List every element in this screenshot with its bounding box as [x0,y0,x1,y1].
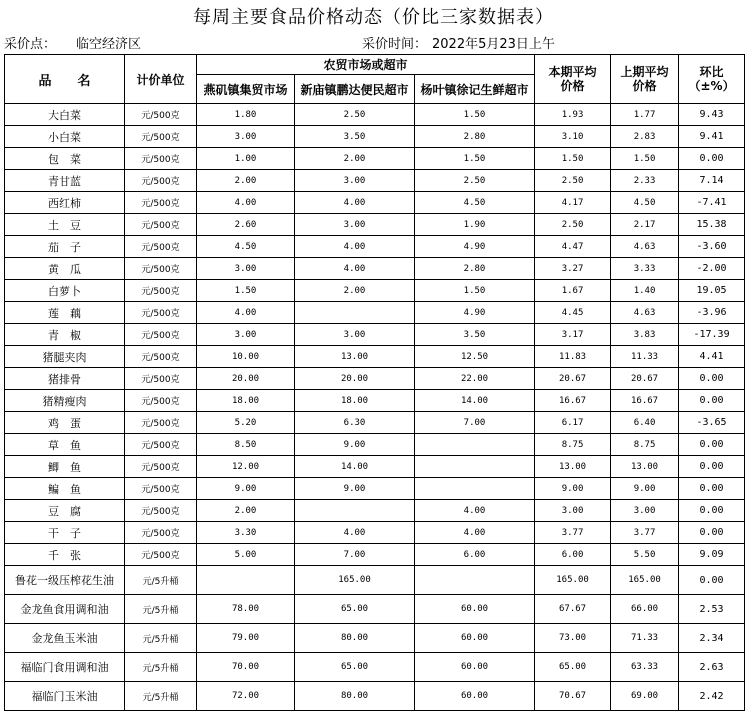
cell-market-2: 4.00 [295,192,415,214]
cell-unit: 元/500克 [125,368,197,390]
cell-unit: 元/500克 [125,280,197,302]
cell-ratio: 7.14 [679,170,745,192]
cell-ratio: 0.00 [679,434,745,456]
cell-previous-avg: 1.77 [611,104,679,126]
cell-name: 青甘蓝 [5,170,125,192]
cell-current-avg: 1.93 [535,104,611,126]
cell-current-avg: 73.00 [535,624,611,653]
cell-name: 福临门食用调和油 [5,653,125,682]
cell-ratio: -3.60 [679,236,745,258]
cell-market-1: 78.00 [197,595,295,624]
cell-unit: 元/5升桶 [125,566,197,595]
header-row [5,55,745,75]
cell-market-3: 60.00 [415,624,535,653]
cell-name: 大白菜 [5,104,125,126]
cell-current-avg: 9.00 [535,478,611,500]
cell-unit: 元/500克 [125,302,197,324]
cell-market-2 [295,500,415,522]
cell-previous-avg: 2.83 [611,126,679,148]
cell-ratio: -2.00 [679,258,745,280]
cell-previous-avg: 63.33 [611,653,679,682]
cell-ratio: -17.39 [679,324,745,346]
cell-current-avg: 11.83 [535,346,611,368]
cell-ratio: 4.41 [679,346,745,368]
header-name: 品 名 [5,55,125,104]
table-row [5,192,745,214]
cell-current-avg: 165.00 [535,566,611,595]
cell-unit: 元/500克 [125,500,197,522]
header-market-group: 农贸市场或超市 [197,55,535,75]
cell-unit: 元/5升桶 [125,682,197,711]
cell-name: 鲁花一级压榨花生油 [5,566,125,595]
table-row [5,434,745,456]
cell-market-1: 5.20 [197,412,295,434]
cell-current-avg: 67.67 [535,595,611,624]
cell-market-1: 4.50 [197,236,295,258]
cell-market-3: 4.90 [415,236,535,258]
cell-market-1: 2.60 [197,214,295,236]
cell-market-3 [415,434,535,456]
cell-unit: 元/5升桶 [125,624,197,653]
cell-ratio: -7.41 [679,192,745,214]
cell-previous-avg: 3.77 [611,522,679,544]
cell-market-2: 65.00 [295,595,415,624]
cell-market-3: 2.50 [415,170,535,192]
cell-current-avg: 3.27 [535,258,611,280]
cell-name: 豆 腐 [5,500,125,522]
cell-market-1: 5.00 [197,544,295,566]
cell-market-3: 4.00 [415,500,535,522]
cell-unit: 元/500克 [125,214,197,236]
cell-name: 青 椒 [5,324,125,346]
cell-market-2: 3.50 [295,126,415,148]
cell-current-avg: 8.75 [535,434,611,456]
cell-market-1: 2.00 [197,500,295,522]
cell-previous-avg: 11.33 [611,346,679,368]
cell-market-2: 2.00 [295,280,415,302]
cell-current-avg: 65.00 [535,653,611,682]
cell-market-2 [295,302,415,324]
cell-market-1: 9.00 [197,478,295,500]
cell-market-1: 3.30 [197,522,295,544]
table-row [5,346,745,368]
cell-previous-avg: 69.00 [611,682,679,711]
cell-market-2: 165.00 [295,566,415,595]
cell-market-2: 14.00 [295,456,415,478]
cell-unit: 元/500克 [125,390,197,412]
cell-market-2: 18.00 [295,390,415,412]
table-row [5,324,745,346]
cell-market-2: 3.00 [295,170,415,192]
cell-previous-avg: 2.17 [611,214,679,236]
cell-market-3: 1.50 [415,104,535,126]
cell-previous-avg: 8.75 [611,434,679,456]
cell-name: 西红柿 [5,192,125,214]
cell-market-3: 4.50 [415,192,535,214]
cell-previous-avg: 165.00 [611,566,679,595]
cell-previous-avg: 1.40 [611,280,679,302]
cell-market-2: 4.00 [295,236,415,258]
cell-market-1 [197,566,295,595]
cell-current-avg: 2.50 [535,170,611,192]
table-row [5,500,745,522]
cell-market-2: 4.00 [295,522,415,544]
table-row [5,368,745,390]
cell-ratio: 2.53 [679,595,745,624]
cell-previous-avg: 2.33 [611,170,679,192]
table-row [5,170,745,192]
cell-ratio: 9.09 [679,544,745,566]
cell-unit: 元/500克 [125,412,197,434]
table-row [5,478,745,500]
cell-market-1: 70.00 [197,653,295,682]
cell-market-1: 10.00 [197,346,295,368]
cell-market-2: 2.50 [295,104,415,126]
cell-previous-avg: 6.40 [611,412,679,434]
cell-market-3 [415,456,535,478]
cell-market-1: 1.80 [197,104,295,126]
cell-previous-avg: 20.67 [611,368,679,390]
cell-market-1: 72.00 [197,682,295,711]
table-row [5,258,745,280]
cell-unit: 元/500克 [125,346,197,368]
time-label: 采价时间： [362,37,428,52]
cell-market-3: 3.50 [415,324,535,346]
cell-current-avg: 4.47 [535,236,611,258]
table-row [5,595,745,624]
cell-ratio: 15.38 [679,214,745,236]
cell-market-3: 60.00 [415,653,535,682]
cell-market-1: 8.50 [197,434,295,456]
cell-current-avg: 3.77 [535,522,611,544]
cell-name: 小白菜 [5,126,125,148]
cell-current-avg: 3.00 [535,500,611,522]
cell-unit: 元/500克 [125,478,197,500]
cell-market-2: 80.00 [295,624,415,653]
cell-market-1: 79.00 [197,624,295,653]
cell-unit: 元/500克 [125,126,197,148]
table-row [5,390,745,412]
cell-current-avg: 1.67 [535,280,611,302]
cell-current-avg: 3.10 [535,126,611,148]
cell-ratio: 2.42 [679,682,745,711]
cell-market-3: 7.00 [415,412,535,434]
header-market-2: 新庙镇鹏达便民超市 [295,75,415,104]
cell-ratio: -3.65 [679,412,745,434]
cell-previous-avg: 16.67 [611,390,679,412]
cell-market-3: 12.50 [415,346,535,368]
cell-market-3 [415,478,535,500]
cell-previous-avg: 66.00 [611,595,679,624]
table-row [5,682,745,711]
cell-current-avg: 13.00 [535,456,611,478]
cell-name: 茄 子 [5,236,125,258]
page-title: 每周主要食品价格动态（价比三家数据表） [193,7,554,28]
cell-previous-avg: 4.63 [611,236,679,258]
cell-unit: 元/500克 [125,170,197,192]
cell-name: 金龙鱼玉米油 [5,624,125,653]
table-row [5,522,745,544]
table-row [5,148,745,170]
header-unit: 计价单位 [125,55,197,104]
cell-market-1: 2.00 [197,170,295,192]
cell-market-2: 80.00 [295,682,415,711]
cell-name: 包 菜 [5,148,125,170]
cell-ratio: 2.63 [679,653,745,682]
cell-previous-avg: 3.33 [611,258,679,280]
cell-current-avg: 70.67 [535,682,611,711]
cell-market-1: 12.00 [197,456,295,478]
cell-ratio: 0.00 [679,148,745,170]
cell-name: 黄 瓜 [5,258,125,280]
table-row [5,280,745,302]
cell-name: 金龙鱼食用调和油 [5,595,125,624]
cell-ratio: 0.00 [679,390,745,412]
table-row [5,214,745,236]
cell-market-2: 13.00 [295,346,415,368]
table-row [5,236,745,258]
cell-ratio: 0.00 [679,566,745,595]
cell-market-2: 3.00 [295,324,415,346]
cell-name: 千 张 [5,544,125,566]
cell-unit: 元/500克 [125,324,197,346]
table-row [5,566,745,595]
cell-name: 草 鱼 [5,434,125,456]
cell-market-1: 3.00 [197,324,295,346]
cell-name: 猪精瘦肉 [5,390,125,412]
cell-market-2: 7.00 [295,544,415,566]
cell-market-1: 1.50 [197,280,295,302]
cell-market-2: 9.00 [295,434,415,456]
header-ratio-line2: （±%） [688,79,735,93]
cell-name: 鳊 鱼 [5,478,125,500]
cell-unit: 元/500克 [125,544,197,566]
cell-market-1: 1.00 [197,148,295,170]
time-value: 2022年5月23日上午 [432,37,555,52]
cell-market-3: 14.00 [415,390,535,412]
cell-ratio: 0.00 [679,456,745,478]
cell-market-2: 20.00 [295,368,415,390]
table-row [5,544,745,566]
cell-name: 猪排骨 [5,368,125,390]
cell-market-3: 60.00 [415,595,535,624]
location-label: 采价点： [4,37,57,52]
cell-market-2: 2.00 [295,148,415,170]
cell-unit: 元/500克 [125,434,197,456]
header-current-avg-line2: 价格 [560,79,585,93]
cell-previous-avg: 9.00 [611,478,679,500]
header-previous-avg [611,55,679,104]
table-row [5,456,745,478]
cell-ratio: 9.43 [679,104,745,126]
table-row [5,412,745,434]
cell-market-1: 18.00 [197,390,295,412]
header-previous-avg-line2: 价格 [632,79,657,93]
cell-ratio: 0.00 [679,478,745,500]
cell-current-avg: 3.17 [535,324,611,346]
cell-unit: 元/500克 [125,456,197,478]
header-ratio [679,55,745,104]
cell-market-3: 1.50 [415,280,535,302]
cell-unit: 元/500克 [125,192,197,214]
table-row [5,126,745,148]
cell-market-1: 3.00 [197,126,295,148]
location-value: 临空经济区 [76,37,142,52]
cell-name: 干 子 [5,522,125,544]
cell-name: 莲 藕 [5,302,125,324]
cell-current-avg: 4.45 [535,302,611,324]
cell-ratio: -3.96 [679,302,745,324]
cell-name: 福临门玉米油 [5,682,125,711]
header-market-1: 燕矶镇集贸市场 [197,75,295,104]
header-previous-avg-line1: 上期平均 [620,65,669,79]
cell-market-3: 22.00 [415,368,535,390]
cell-market-3: 6.00 [415,544,535,566]
cell-market-1: 20.00 [197,368,295,390]
cell-name: 猪腿夹肉 [5,346,125,368]
cell-unit: 元/500克 [125,236,197,258]
cell-previous-avg: 1.50 [611,148,679,170]
cell-previous-avg: 3.83 [611,324,679,346]
cell-current-avg: 20.67 [535,368,611,390]
cell-market-1: 4.00 [197,302,295,324]
cell-unit: 元/500克 [125,258,197,280]
cell-unit: 元/500克 [125,148,197,170]
cell-current-avg: 6.00 [535,544,611,566]
header-current-avg [535,55,611,104]
cell-ratio: 0.00 [679,368,745,390]
cell-market-3: 60.00 [415,682,535,711]
cell-current-avg: 1.50 [535,148,611,170]
cell-market-3: 2.80 [415,126,535,148]
cell-market-3: 4.90 [415,302,535,324]
cell-market-1: 4.00 [197,192,295,214]
cell-market-2: 3.00 [295,214,415,236]
cell-market-2: 6.30 [295,412,415,434]
cell-unit: 元/5升桶 [125,595,197,624]
cell-name: 白萝卜 [5,280,125,302]
cell-current-avg: 16.67 [535,390,611,412]
cell-market-3: 1.50 [415,148,535,170]
cell-ratio: 0.00 [679,522,745,544]
cell-name: 土 豆 [5,214,125,236]
cell-ratio: 2.34 [679,624,745,653]
cell-market-3 [415,566,535,595]
cell-ratio: 0.00 [679,500,745,522]
cell-market-2: 9.00 [295,478,415,500]
cell-previous-avg: 13.00 [611,456,679,478]
cell-market-3: 2.80 [415,258,535,280]
header-market-3: 杨叶镇徐记生鲜超市 [415,75,535,104]
cell-market-2: 65.00 [295,653,415,682]
cell-market-1: 3.00 [197,258,295,280]
cell-previous-avg: 71.33 [611,624,679,653]
cell-ratio: 9.41 [679,126,745,148]
cell-name: 鸡 蛋 [5,412,125,434]
price-table [4,54,745,711]
cell-current-avg: 2.50 [535,214,611,236]
cell-market-3: 4.00 [415,522,535,544]
cell-previous-avg: 5.50 [611,544,679,566]
cell-market-2: 4.00 [295,258,415,280]
cell-market-3: 1.90 [415,214,535,236]
table-row [5,624,745,653]
table-row [5,653,745,682]
cell-previous-avg: 4.50 [611,192,679,214]
table-row [5,104,745,126]
cell-name: 鲫 鱼 [5,456,125,478]
cell-previous-avg: 4.63 [611,302,679,324]
table-row [5,302,745,324]
cell-current-avg: 4.17 [535,192,611,214]
cell-previous-avg: 3.00 [611,500,679,522]
cell-unit: 元/500克 [125,522,197,544]
cell-unit: 元/5升桶 [125,653,197,682]
header-ratio-line1: 环比 [699,65,724,79]
header-current-avg-line1: 本期平均 [548,65,597,79]
cell-ratio: 19.05 [679,280,745,302]
cell-unit: 元/500克 [125,104,197,126]
cell-current-avg: 6.17 [535,412,611,434]
